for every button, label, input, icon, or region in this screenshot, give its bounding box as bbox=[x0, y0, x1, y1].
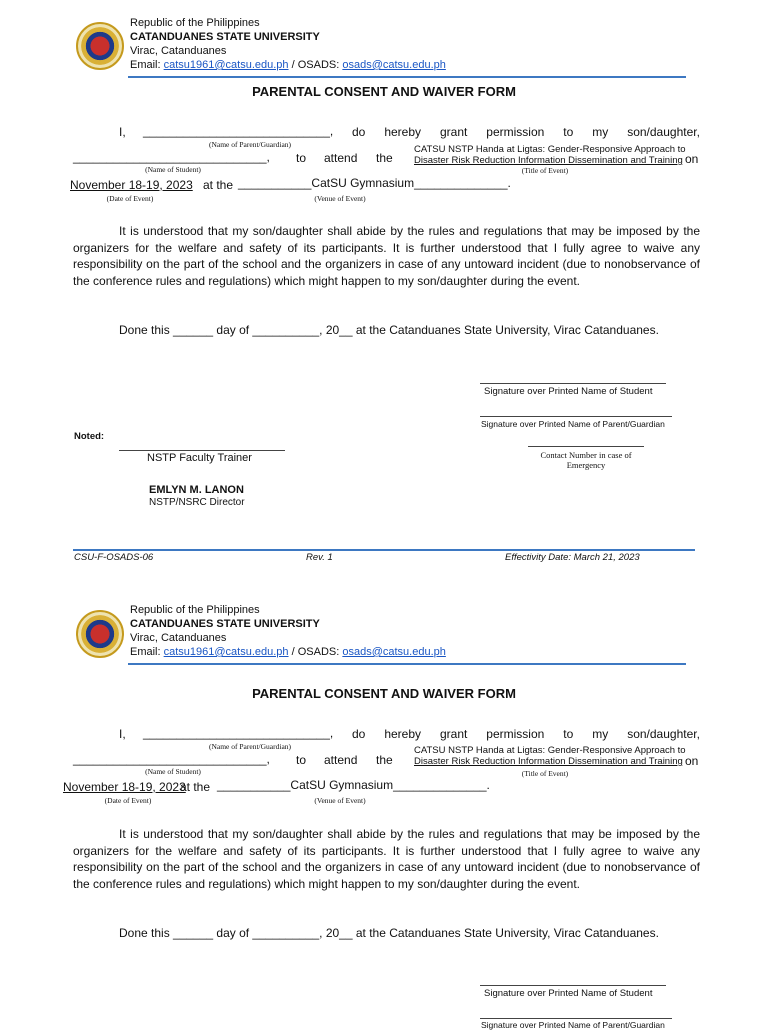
form-revision: Rev. 1 bbox=[306, 552, 333, 563]
to-label: to bbox=[296, 753, 307, 767]
footer-rule bbox=[73, 549, 695, 551]
university-name: CATANDUANES STATE UNIVERSITY bbox=[130, 31, 320, 43]
republic-label: Republic of the Philippines bbox=[130, 604, 260, 616]
email-link-catsu[interactable]: catsu1961@catsu.edu.ph bbox=[163, 646, 289, 658]
student-signature-line[interactable] bbox=[480, 383, 666, 384]
at-the-label: at the bbox=[180, 780, 211, 794]
caption-parent: (Name of Parent/Guardian) bbox=[208, 742, 292, 751]
university-name: CATANDUANES STATE UNIVERSITY bbox=[130, 618, 320, 630]
permission-text: do hereby grant permission to my son/daughter, bbox=[352, 727, 700, 741]
director-name: EMLYN M. LANON bbox=[149, 484, 244, 496]
header-rule bbox=[128, 663, 686, 665]
university-seal-icon bbox=[76, 22, 124, 70]
venue-blank: ___________CatSU Gymnasium______________. bbox=[238, 176, 511, 190]
waiver-paragraph: It is understood that my son/daughter shall abide by the rules and regulations that may be imposed by the organizers for the welfare and safety of its participants. It is further understood that I fully agree to waive any responsibility on the part of the school and the organizers in case of any untoward incident (due to nonobservance of the conference rules and regulations) which might happen to my son/daughter during the event. bbox=[73, 827, 700, 891]
done-this-line: Done this ______ day of __________, 20__ at the Catanduanes State University, Virac Catanduanes. bbox=[119, 323, 659, 337]
event-title-line1: CATSU NSTP Handa at Ligtas: Gender-Responsive Approach to bbox=[414, 745, 686, 756]
caption-date: (Date of Event) bbox=[104, 796, 152, 805]
attend-label: attend bbox=[324, 151, 358, 165]
contact-label-2: Emergency bbox=[566, 460, 606, 470]
venue-blank: ___________CatSU Gymnasium______________. bbox=[217, 778, 490, 792]
caption-date: (Date of Event) bbox=[106, 194, 154, 203]
the-label: the bbox=[376, 151, 393, 165]
trainer-signature-line[interactable] bbox=[119, 450, 285, 451]
attend-label: attend bbox=[324, 753, 358, 767]
form-title: PARENTAL CONSENT AND WAIVER FORM bbox=[252, 686, 516, 701]
university-location: Virac, Catanduanes bbox=[130, 632, 227, 644]
caption-parent: (Name of Parent/Guardian) bbox=[208, 140, 292, 149]
event-title-line2: Disaster Risk Reduction Information Dissemination and Training bbox=[414, 756, 683, 767]
event-date: November 18-19, 2023 bbox=[70, 178, 193, 192]
event-title-line1: CATSU NSTP Handa at Ligtas: Gender-Responsive Approach to bbox=[414, 144, 686, 155]
parent-signature-label: Signature over Printed Name of Parent/Guardian bbox=[481, 1020, 665, 1030]
consent-form-copy-2 bbox=[0, 588, 768, 1030]
contact-line[interactable] bbox=[528, 446, 644, 447]
contact-label-1: Contact Number in case of bbox=[540, 450, 632, 460]
the-label: the bbox=[376, 753, 393, 767]
email-link-osads[interactable]: osads@catsu.edu.ph bbox=[342, 646, 446, 658]
i-label: I, bbox=[119, 125, 126, 139]
at-the-label: at the bbox=[203, 178, 234, 192]
form-code: CSU-F-OSADS-06 bbox=[74, 552, 154, 563]
student-signature-line[interactable] bbox=[480, 985, 666, 986]
to-label: to bbox=[296, 151, 307, 165]
student-signature-label: Signature over Printed Name of Student bbox=[484, 988, 653, 999]
caption-event-title: (Title of Event) bbox=[521, 769, 569, 778]
email-separator: / OSADS: bbox=[291, 646, 340, 658]
email-label: Email: bbox=[130, 646, 161, 658]
republic-label: Republic of the Philippines bbox=[130, 17, 260, 29]
student-name-blank[interactable]: _____________________________, bbox=[73, 150, 270, 164]
parent-signature-label: Signature over Printed Name of Parent/Guardian bbox=[481, 419, 665, 429]
done-this-line: Done this ______ day of __________, 20__ at the Catanduanes State University, Virac Catanduanes. bbox=[119, 926, 659, 940]
caption-student: (Name of Student) bbox=[145, 165, 201, 174]
student-signature-label: Signature over Printed Name of Student bbox=[484, 386, 653, 397]
event-title-line2: Disaster Risk Reduction Information Dissemination and Training bbox=[414, 155, 683, 166]
email-label: Email: bbox=[130, 59, 161, 71]
header-rule bbox=[128, 76, 686, 78]
noted-label: Noted: bbox=[74, 431, 105, 442]
email-line bbox=[130, 645, 446, 659]
form-title: PARENTAL CONSENT AND WAIVER FORM bbox=[252, 84, 516, 99]
parent-name-blank[interactable]: ____________________________, bbox=[143, 124, 334, 138]
student-name-blank[interactable]: _____________________________, bbox=[73, 752, 270, 766]
parent-name-blank[interactable]: ____________________________, bbox=[143, 726, 334, 740]
email-line bbox=[130, 58, 446, 72]
email-separator: / OSADS: bbox=[291, 59, 340, 71]
on-label: on bbox=[685, 754, 699, 768]
on-label: on bbox=[685, 152, 699, 166]
parent-signature-line[interactable] bbox=[480, 416, 672, 417]
permission-text: do hereby grant permission to my son/daughter, bbox=[352, 125, 700, 139]
caption-venue: (Venue of Event) bbox=[314, 796, 366, 805]
email-link-catsu[interactable]: catsu1961@catsu.edu.ph bbox=[163, 59, 289, 71]
university-location: Virac, Catanduanes bbox=[130, 45, 227, 57]
event-date: November 18-19, 2023 bbox=[63, 780, 186, 794]
caption-event-title: (Title of Event) bbox=[521, 166, 569, 175]
university-seal-icon bbox=[76, 610, 124, 658]
caption-student: (Name of Student) bbox=[145, 767, 201, 776]
effectivity-date: Effectivity Date: March 21, 2023 bbox=[505, 552, 640, 563]
trainer-label: NSTP Faculty Trainer bbox=[147, 452, 252, 464]
parent-signature-line[interactable] bbox=[480, 1018, 672, 1019]
director-title: NSTP/NSRC Director bbox=[149, 497, 245, 508]
email-link-osads[interactable]: osads@catsu.edu.ph bbox=[342, 59, 446, 71]
waiver-paragraph: It is understood that my son/daughter shall abide by the rules and regulations that may be imposed by the organizers for the welfare and safety of its participants. It is further understood that I fully agree to waive any responsibility on the part of the school and the organizers in case of any untoward incident (due to nonobservance of the conference rules and regulations) which might happen to my son/daughter during the event. bbox=[73, 224, 700, 288]
i-label: I, bbox=[119, 727, 126, 741]
caption-venue: (Venue of Event) bbox=[314, 194, 366, 203]
